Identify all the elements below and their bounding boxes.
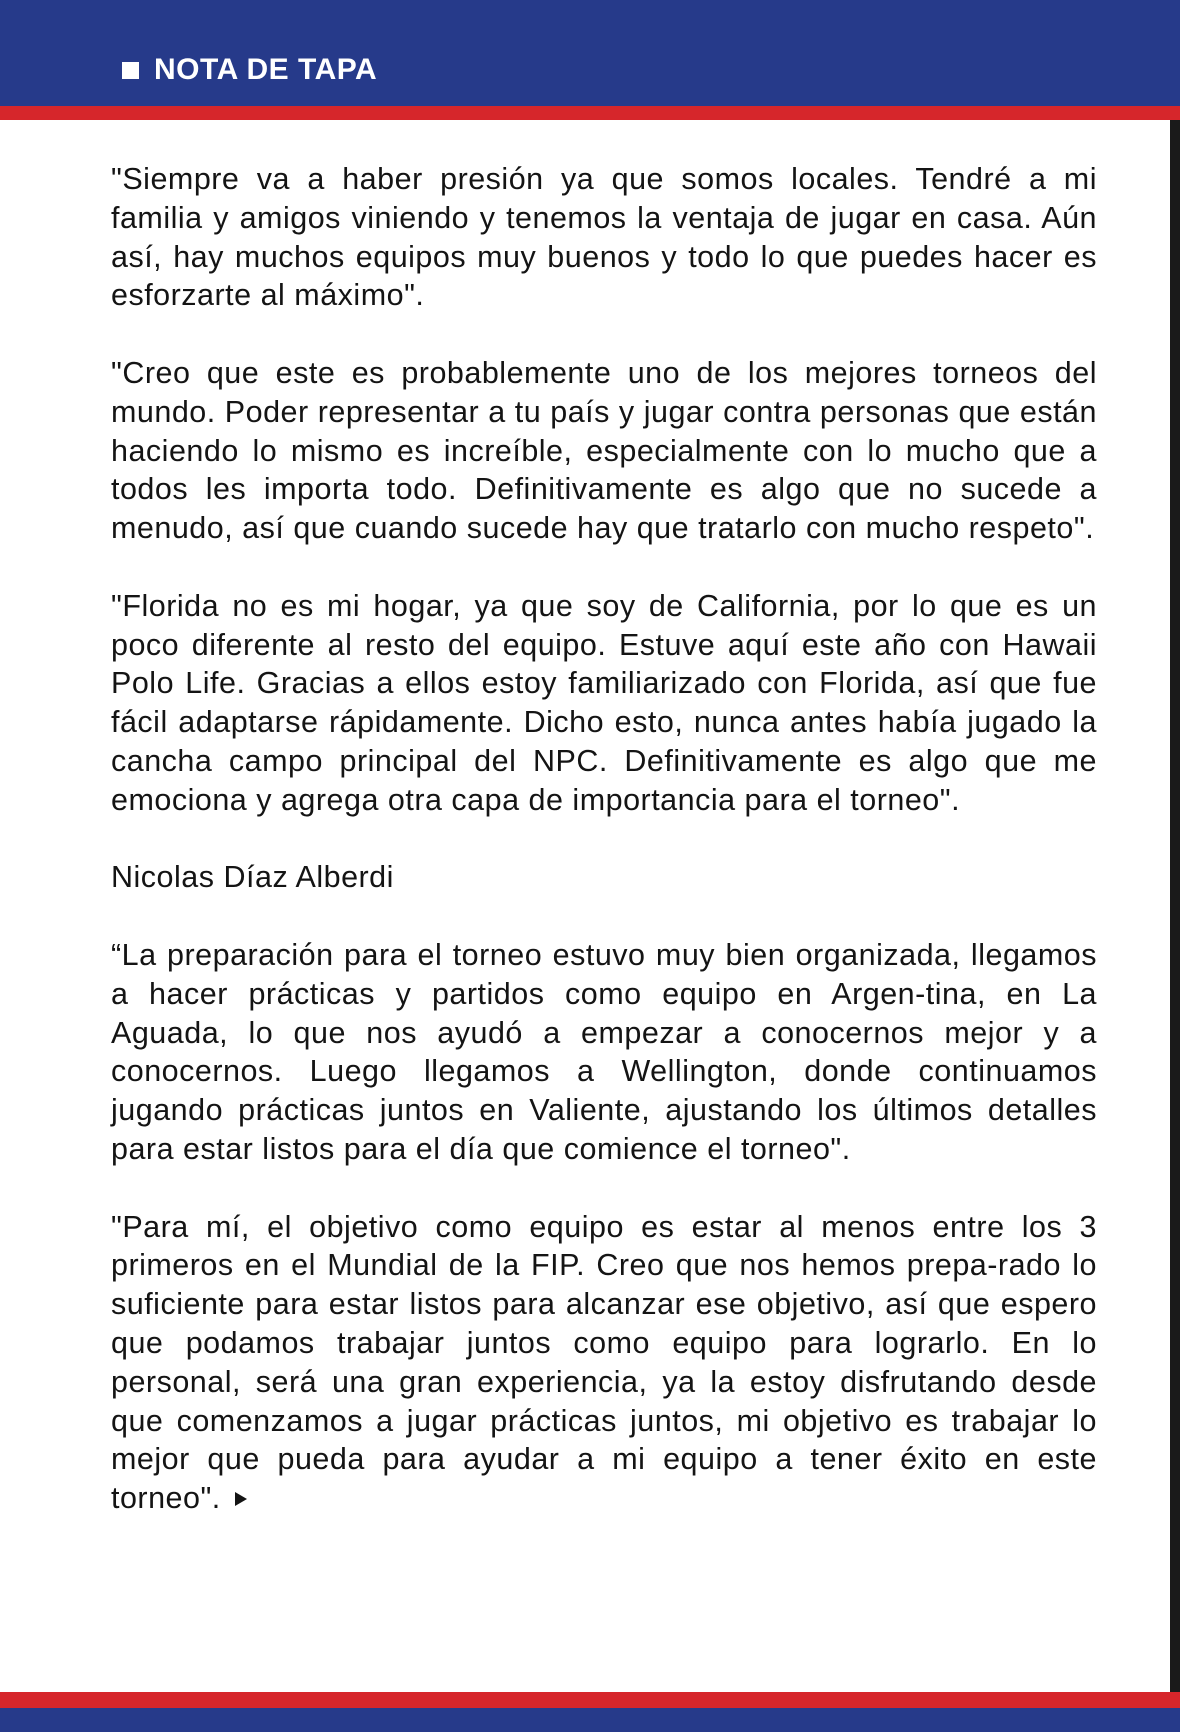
right-page-border [1170, 120, 1180, 1692]
player-name-heading: Nicolas Díaz Alberdi [111, 860, 394, 895]
quote-paragraph: "Siempre va a haber presión ya que somos locales. Tendré a mi familia y amigos viniendo y tenemos la ventaja de jugar en casa. Aún así, hay muchos equipos muy buenos y todo lo que puedes hacer es esforzarte al máximo". [111, 162, 1097, 313]
end-of-article-arrow-icon [235, 1492, 247, 1506]
header-divider [0, 106, 1180, 120]
section-label: NOTA DE TAPA [154, 53, 378, 86]
quote-text: "Para mí, el objetivo como equipo es estar al menos entre los 3 primeros en el Mundial de la FIP. Creo que nos hemos prepa-rado lo suficiente para estar listos para alcanzar ese objetivo, así que espero que podamos trabajar juntos como equipo para lograrlo. En lo personal, será una gran experiencia, ya la estoy disfrutando desde que comenzamos a jugar prácticas juntos, mi objetivo es trabajar lo mejor que pueda para ayudar a mi equipo a tener éxito en este torneo". [111, 1209, 1097, 1516]
footer-divider [0, 1692, 1180, 1708]
quote-paragraph: "Florida no es mi hogar, ya que soy de California, por lo que es un poco diferente al resto del equipo. Estuve aquí este año con Hawaii Polo Life. Gracias a ellos estoy familiarizado con Florida, así que fue fácil adaptarse rápidamente. Dicho esto, nunca antes había jugado la cancha campo principal del NPC. Definitivamente es algo que me emociona y agrega otra capa de importancia para el torneo". [111, 588, 1097, 817]
square-bullet-icon [122, 62, 139, 79]
article-body [111, 160, 1097, 1518]
footer-band [0, 1708, 1180, 1732]
quote-paragraph-last [111, 1208, 1097, 1518]
quote-paragraph: "Creo que este es probablemente uno de los mejores torneos del mundo. Poder representar a tu país y jugar contra personas que están haciendo lo mismo es increíble, especialmente con lo mucho que a todos les importa todo. Definitivamente es algo que no sucede a menudo, así que cuando sucede hay que tratarlo con mucho respeto". [111, 355, 1097, 546]
quote-paragraph: “La preparación para el torneo estuvo muy bien organizada, llegamos a hacer prácticas y partidos como equipo en Argen-tina, en La Aguada, lo que nos ayudó a empezar a conocernos mejor y a conocernos. Luego llegamos a Wellington, donde continuamos jugando prácticas juntos en Valiente, ajustando los últimos detalles para estar listos para el día que comience el torneo". [111, 937, 1097, 1166]
